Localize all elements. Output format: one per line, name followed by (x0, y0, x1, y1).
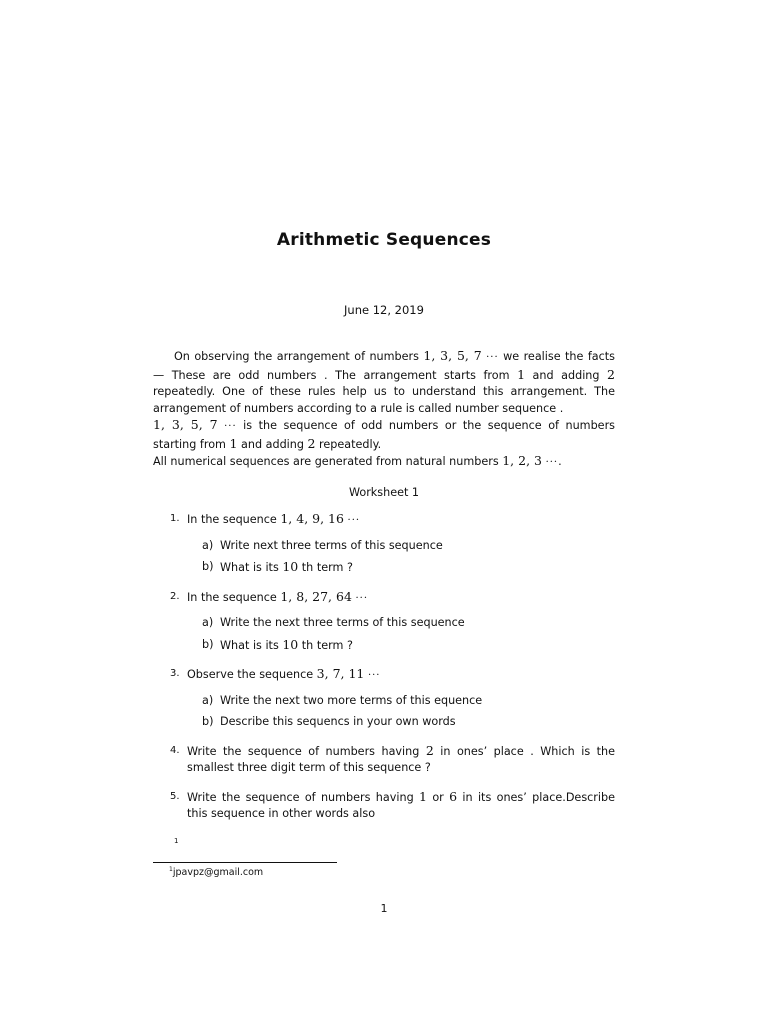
intro-paragraph-2 (153, 417, 615, 453)
question-text (187, 743, 615, 777)
ellipsis: ··· (224, 421, 237, 432)
sub-text (220, 637, 353, 655)
footnote-email: jpavpz@gmail.com (172, 867, 264, 879)
math-sequence: 1, 2, 3 (502, 453, 542, 468)
text: is the sequence of odd numbers or the sequence of numbers starting from (153, 419, 615, 451)
text: All numerical sequences are generated from natural numbers (153, 455, 503, 468)
sub-text: Write next three terms of this sequence (220, 538, 443, 552)
ellipsis: ··· (486, 352, 499, 363)
question-text (187, 511, 615, 530)
math-number: 10 (282, 636, 299, 652)
math-number: 2 (425, 742, 434, 758)
sub-question (202, 693, 615, 710)
math-sequence: 1, 3, 5, 7 (423, 348, 482, 363)
question-5 (153, 789, 615, 823)
footnote-sup: 1 (169, 866, 173, 873)
sub-question (202, 637, 615, 655)
document-body (153, 348, 615, 849)
question-4 (153, 743, 615, 777)
text: or (426, 790, 450, 804)
sub-question (202, 559, 615, 577)
ellipsis: ··· (355, 592, 369, 604)
text: On observing the arrangement of numbers (174, 350, 424, 363)
text: and adding (237, 437, 308, 451)
question-number: 1. (170, 513, 180, 524)
math-number: 6 (449, 788, 458, 804)
math-sequence: 3, 7, 11 (316, 666, 365, 681)
question-number: 5. (170, 790, 180, 802)
text: In the sequence (187, 590, 281, 604)
question-text (187, 789, 615, 823)
sub-label: a) (202, 693, 214, 707)
text: Write the sequence of numbers having (187, 790, 420, 804)
sub-text: Describe this sequencs in your own words (220, 715, 456, 728)
text: th term ? (298, 638, 353, 652)
question-text (187, 666, 615, 685)
text: in ones’ place . Which is the smallest three digit term of this sequence ? (187, 744, 615, 774)
text: What is its (220, 561, 283, 574)
ellipsis: ··· (367, 670, 381, 681)
math-number: 1 (229, 435, 238, 451)
question-number: 3. (170, 668, 180, 679)
text: in its ones’ place.Describe this sequence in other words also (187, 790, 615, 820)
sub-label: b) (202, 637, 214, 651)
math-number: 1 (517, 366, 526, 382)
math-sequence: 1, 3, 5, 7 (153, 417, 218, 432)
text: Observe the sequence (187, 668, 317, 681)
worksheet-heading: Worksheet 1 (348, 485, 420, 499)
text: Write the sequence of numbers having (187, 744, 426, 758)
question-2 (153, 589, 615, 655)
text: and adding (525, 368, 608, 382)
text: . (558, 455, 562, 468)
sub-label: a) (202, 538, 214, 552)
sub-text: Write the next two more terms of this equence (220, 693, 483, 707)
question-list (153, 511, 615, 823)
document-title: Arithmetic Sequences (276, 230, 492, 250)
math-number: 2 (307, 435, 316, 451)
text: th term ? (298, 561, 353, 574)
math-number: 1 (419, 788, 427, 804)
sub-question-list (187, 615, 615, 654)
text: What is its (220, 638, 283, 652)
sub-text (220, 559, 353, 577)
question-number: 2. (170, 590, 180, 602)
question-3 (153, 666, 615, 731)
ellipsis: ··· (545, 457, 559, 468)
text: In the sequence (187, 513, 281, 526)
footnote-marker: 1 (174, 836, 179, 845)
sub-question (202, 615, 615, 632)
text: repeatedly. (315, 437, 382, 451)
sub-question (202, 538, 615, 555)
text: we realise the facts — These are odd numbers . The arrangement starts from (153, 350, 615, 382)
math-number: 10 (282, 559, 299, 574)
question-number: 4. (170, 744, 180, 756)
ellipsis: ··· (347, 515, 361, 526)
sub-question-list (187, 538, 615, 577)
intro-paragraph-1 (153, 348, 615, 417)
text: repeatedly. One of these rules help us to understand this arrangement. The arrangement of numbers according to a rule is called number sequence . (153, 385, 615, 415)
sub-label: b) (202, 715, 214, 728)
sub-label: a) (202, 616, 214, 629)
sub-label: b) (202, 560, 214, 573)
sub-question (202, 714, 615, 731)
sub-text: Write the next three terms of this sequence (220, 616, 465, 629)
footnote (169, 866, 263, 878)
math-sequence: 1, 4, 9, 16 (280, 511, 344, 526)
math-sequence: 1, 8, 27, 64 (280, 588, 352, 604)
page-number: 1 (380, 902, 388, 915)
question-1 (153, 511, 615, 577)
math-number: 2 (607, 366, 615, 382)
footnote-rule (153, 862, 337, 863)
question-text (187, 589, 615, 608)
sub-question-list (187, 693, 615, 731)
document-date: June 12, 2019 (344, 303, 424, 317)
intro-paragraph-3 (153, 453, 615, 472)
